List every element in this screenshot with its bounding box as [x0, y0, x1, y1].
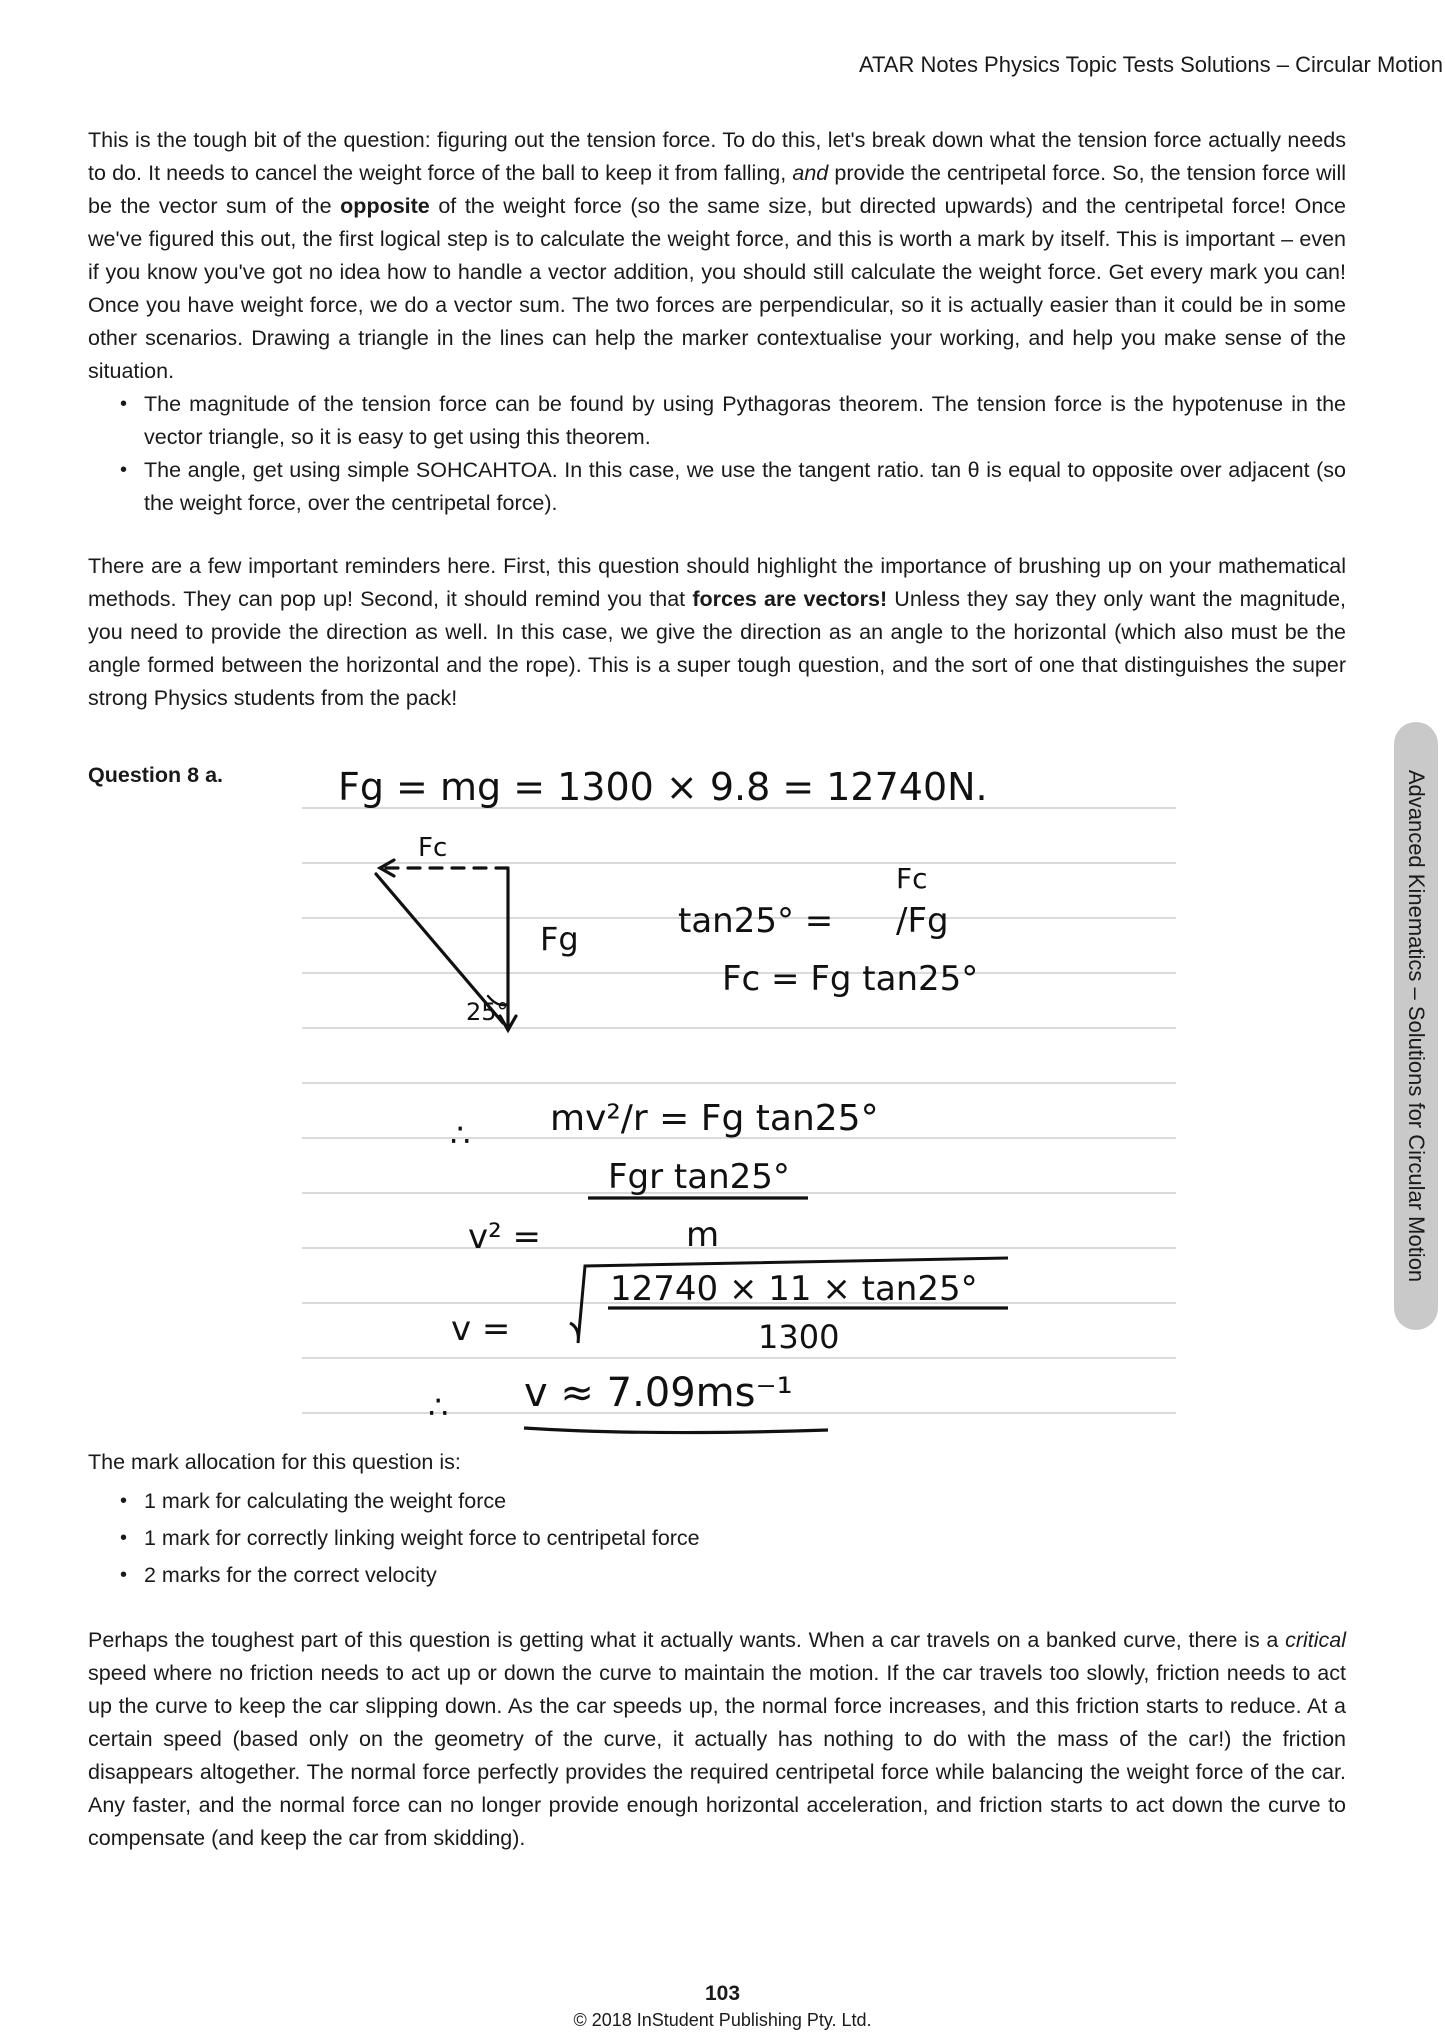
velocity-denominator: 1300 [758, 1318, 840, 1356]
text-run: provide the centripetal force. So, the tension force will be the vector sum of the [88, 161, 1346, 218]
marks-intro: The mark allocation for this question is: [88, 1450, 461, 1474]
final-velocity-answer: v ≈ 7.09ms⁻¹ [524, 1370, 793, 1416]
tension-method-list [88, 388, 1346, 520]
therefore-symbol: ∴ [450, 1116, 471, 1154]
page-number: 103 [704, 1982, 741, 2005]
list-item: • 1 mark for calculating the weight force [144, 1483, 1346, 1520]
velocity-lhs: v = [451, 1309, 511, 1349]
centripetal-force-label: Fc [418, 833, 448, 863]
text-run: of the weight force (so the same size, but directed upwards) and the centripetal force! Once we've figured this out, the first logical step is to calculate the weight force, and this is worth a mark by itself. This is important – even if you know you've got no idea how to handle a vector addition, you should still calculate the weight force. Get every mark you can! Once you have weight force, we do a vector sum. The two forces are perpendicular, so it is actually easier than it could be in some other scenarios. Drawing a triangle in the lines can help the marker contextualise your working, and help you make sense of the situation. [88, 194, 1346, 383]
list-item: • 1 mark for correctly linking weight force to centripetal force [144, 1520, 1346, 1557]
question-heading: Question 8 a. [88, 763, 224, 787]
text-run: This is the tough bit of the question: figuring out the tension force. To do this, let's break down what the tension force actually needs to do. It needs to cancel the weight force of the ball to keep it from falling, [88, 128, 1346, 185]
handwritten-working-canvas [88, 768, 1346, 1446]
mark-allocation-list [88, 1483, 1346, 1594]
text-run: Perhaps the toughest part of this question is getting what it actually wants. When a car travels on a banked curve, there is a [88, 1628, 1286, 1652]
centripetal-equality-equation: mv²/r = Fg tan25° [550, 1098, 879, 1139]
tension-explanation-paragraph [88, 124, 1346, 388]
chapter-side-tab-label: Advanced Kinematics – Solutions for Circular Motion [1404, 769, 1429, 1283]
text-run: There are a few important reminders here. First, this question should highlight the importance of brushing up on your mathematical methods. They can pop up! Second, it should remind you that [88, 554, 1346, 611]
copyright-notice: © 2018 InStudent Publishing Pty. Ltd. [573, 2010, 872, 2030]
emphasis-text: and [792, 161, 829, 185]
answer-underline [524, 1428, 828, 1433]
tan-equation-lhs: tan25° = [678, 901, 834, 941]
page-content [88, 124, 1346, 1855]
velocity-squared-denominator: m [686, 1215, 720, 1255]
therefore-symbol: ∴ [428, 1388, 449, 1426]
banked-curve-paragraph [88, 1624, 1346, 1855]
chapter-side-tab [1394, 722, 1438, 1330]
tan-equation-numerator: Fc [896, 862, 928, 895]
reminders-paragraph [88, 550, 1346, 715]
bold-text: opposite [340, 194, 430, 218]
list-item: • The magnitude of the tension force can be found by using Pythagoras theorem. The tension force is the hypotenuse in the vector triangle, so it is easy to get using this theorem. [144, 388, 1346, 454]
text-run: Unless they say they only want the magnitude, you need to provide the direction as well. In this case, we give the direction as an angle to the horizontal (which also must be the angle formed between the horizontal and the rope). This is a super tough question, and the sort of one that distinguishes the super strong Physics students from the pack! [88, 587, 1347, 710]
velocity-squared-numerator: Fgr tan25° [608, 1157, 790, 1197]
emphasis-text: critical [1285, 1628, 1346, 1652]
bold-text: forces are vectors! [692, 587, 888, 611]
text-run: speed where no friction needs to act up or down the curve to maintain the motion. If the car travels too slowly, friction needs to act up the curve to keep the car slipping down. As the car speeds up, the normal force increases, and this friction starts to reduce. At a certain speed (based only on the geometry of the curve, it actually has nothing to do with the mass of the car!) the friction disappears altogether. The normal force perfectly provides the required centripetal force while balancing the weight force of the car. Any faster, and the normal force can no longer provide enough horizontal acceleration, and friction starts to act down the curve to compensate (and keep the car from skidding). [88, 1661, 1346, 1850]
handwritten-working [88, 768, 1346, 1446]
velocity-squared-lhs: v² = [468, 1217, 542, 1257]
weight-force-label: Fg [540, 920, 579, 958]
angle-label: 25° [466, 998, 509, 1026]
page-header: ATAR Notes Physics Topic Tests Solutions – Circular Motion [858, 52, 1443, 77]
weight-force-equation: Fg = mg = 1300 × 9.8 = 12740N. [338, 768, 988, 809]
list-item: • The angle, get using simple SOHCAHTOA. In this case, we use the tangent ratio. tan θ is equal to opposite over adjacent (so the weight force, over the centripetal force). [144, 454, 1346, 520]
centripetal-force-equation: Fc = Fg tan25° [722, 959, 979, 999]
list-item: • 2 marks for the correct velocity [144, 1557, 1346, 1594]
tan-equation-denominator: /Fg [896, 901, 949, 941]
velocity-numerator: 12740 × 11 × tan25° [610, 1269, 978, 1309]
